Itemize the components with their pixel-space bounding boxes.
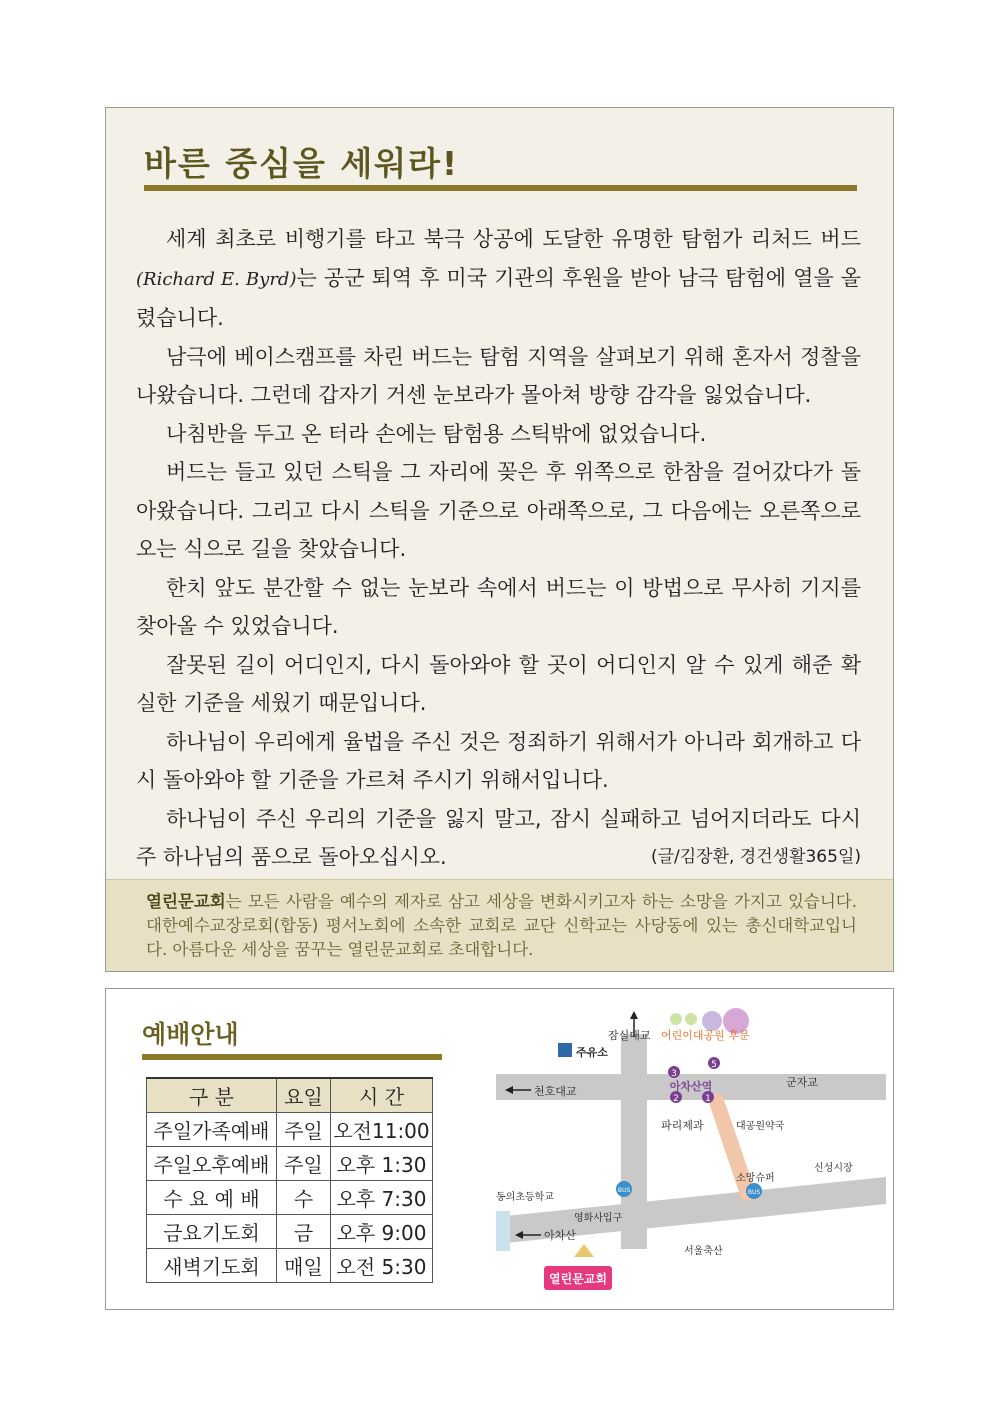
paragraph-text: 하나님이 주신 우리의 기준을 잃지 말고, 잠시 실패하고 넘어지더라도 다시 주 하나님의 품으로 돌아오십시오. xyxy=(136,806,861,869)
paragraph-text: 세계 최초로 비행기를 타고 북극 상공에 도달한 유명한 탐험가 리처드 버드 xyxy=(166,227,861,251)
paragraph: 남극에 베이스캠프를 차린 버드는 탐험 지역을 살펴보기 위해 혼자서 정찰을 나왔습니다. 그런데 갑자기 거센 눈보라가 몰아쳐 방향 감각을 잃었습니다. xyxy=(136,344,861,407)
label-gas-station: 주유소 xyxy=(576,1046,608,1059)
tree-icon xyxy=(685,1013,697,1025)
label-school: 동의초등학교 xyxy=(496,1192,554,1203)
service-name: 주일오후예배 xyxy=(147,1147,277,1181)
article-box xyxy=(105,107,894,972)
service-day: 수 xyxy=(277,1181,331,1215)
balloon-icon xyxy=(702,1011,722,1031)
label-park: 어린이대공원 후문 xyxy=(661,1029,750,1042)
header-category: 구 분 xyxy=(147,1078,277,1113)
service-day: 주일 xyxy=(277,1147,331,1181)
label-younghwa: 영화사입구 xyxy=(574,1213,623,1224)
service-day: 금 xyxy=(277,1215,331,1249)
table-row xyxy=(147,1249,433,1283)
service-time: 오후 7:30 xyxy=(331,1181,433,1215)
title-divider xyxy=(144,185,857,191)
label-cheonho: 천호대교 xyxy=(534,1085,577,1098)
label-station: 아차산역 xyxy=(669,1080,713,1093)
church-intro-text: 는 모든 사람을 예수의 제자로 삼고 세상을 변화시키고자 하는 소망을 가지고 있습니다. 대한예수교장로회(합동) 평서노회에 소속한 교회로 교단 신학교는 사당동에 있는 총신대학교입니다. 아름다운 세상을 꿈꾸는 열린문교회로 초대합니다. xyxy=(146,892,857,959)
exit-number: 1 xyxy=(705,1094,711,1104)
article-body xyxy=(136,220,861,877)
paragraph xyxy=(136,220,861,338)
header-time: 시 간 xyxy=(331,1078,433,1113)
credit: (글/김장환, 경건생활365일) xyxy=(650,847,861,867)
english-name: (Richard E. Byrd) xyxy=(136,268,297,290)
paragraph: 하나님이 우리에게 율법을 주신 것은 정죄하기 위해서가 아니라 회개하고 다시 돌아와야 할 기준을 가르쳐 주시기 위해서입니다. xyxy=(136,729,861,792)
paragraph: 한치 앞도 분간할 수 없는 눈보라 속에서 버드는 이 방법으로 무사히 기지를 찾아올 수 있었습니다. xyxy=(136,575,861,638)
label-sinseong: 신성시장 xyxy=(814,1163,853,1174)
exit-number: 5 xyxy=(711,1060,717,1070)
table-row xyxy=(147,1181,433,1215)
guide-divider xyxy=(142,1054,442,1060)
label-achasan: 아차산 xyxy=(544,1229,576,1242)
bus-label: BUS xyxy=(617,1187,631,1194)
service-time: 오전11:00 xyxy=(331,1113,433,1147)
service-day: 매일 xyxy=(277,1249,331,1283)
service-name: 금요기도회 xyxy=(147,1215,277,1249)
schedule-table xyxy=(146,1077,433,1283)
paragraph: 버드는 들고 있던 스틱을 그 자리에 꽂은 후 위쪽으로 한참을 걸어갔다가 돌아왔습니다. 그리고 다시 스틱을 기준으로 아래쪽으로, 그 다음에는 오른쪽으로 오는 식으로 길을 찾았습니다. xyxy=(136,460,861,561)
exit-number: 3 xyxy=(671,1069,677,1079)
bus-label: BUS xyxy=(747,1189,761,1196)
label-pharmacy: 대공원약국 xyxy=(736,1121,785,1132)
article-title: 바른 중심을 세워라! xyxy=(144,144,460,183)
service-time: 오후 1:30 xyxy=(331,1147,433,1181)
table-row xyxy=(147,1215,433,1249)
label-paris: 파리제과 xyxy=(661,1119,704,1132)
table-header-row xyxy=(147,1078,433,1113)
label-jamsil: 잠실대교 xyxy=(608,1029,651,1042)
service-time: 오전 5:30 xyxy=(331,1249,433,1283)
school-building xyxy=(496,1211,510,1251)
arrow-head-icon xyxy=(630,1011,638,1019)
header-day: 요일 xyxy=(277,1078,331,1113)
service-time: 오후 9:00 xyxy=(331,1215,433,1249)
label-gunja: 군자교 xyxy=(786,1076,818,1089)
church-intro xyxy=(106,879,893,971)
label-seoul-meat: 서울축산 xyxy=(684,1246,723,1257)
location-map xyxy=(496,999,886,1304)
church-label: 열린문교회 xyxy=(549,1272,607,1286)
paragraph-text: 는 공군 퇴역 후 미국 기관의 후원을 받아 남극 탐험에 열을 올렸습니다. xyxy=(136,265,861,330)
exit-number: 2 xyxy=(673,1094,679,1104)
paragraph: 나침반을 두고 온 터라 손에는 탐험용 스틱밖에 없었습니다. xyxy=(166,421,707,446)
service-name: 수 요 예 배 xyxy=(147,1181,277,1215)
paragraph: 잘못된 길이 어디인지, 다시 돌아와야 할 곳이 어디인지 알 수 있게 해준 확실한 기준을 세웠기 때문입니다. xyxy=(136,652,861,715)
church-icon xyxy=(574,1244,594,1257)
paragraph xyxy=(136,800,861,877)
table-row xyxy=(147,1147,433,1181)
table-row xyxy=(147,1113,433,1147)
label-somang: 소망슈퍼 xyxy=(736,1173,775,1184)
guide-title: 예배안내 xyxy=(142,1020,239,1049)
worship-guide-box xyxy=(105,988,894,1310)
service-name: 주일가족예배 xyxy=(147,1113,277,1147)
service-name: 새벽기도회 xyxy=(147,1249,277,1283)
gas-station-icon xyxy=(558,1043,572,1057)
church-name: 열린문교회 xyxy=(146,892,226,911)
tree-icon xyxy=(670,1013,682,1025)
service-day: 주일 xyxy=(277,1113,331,1147)
